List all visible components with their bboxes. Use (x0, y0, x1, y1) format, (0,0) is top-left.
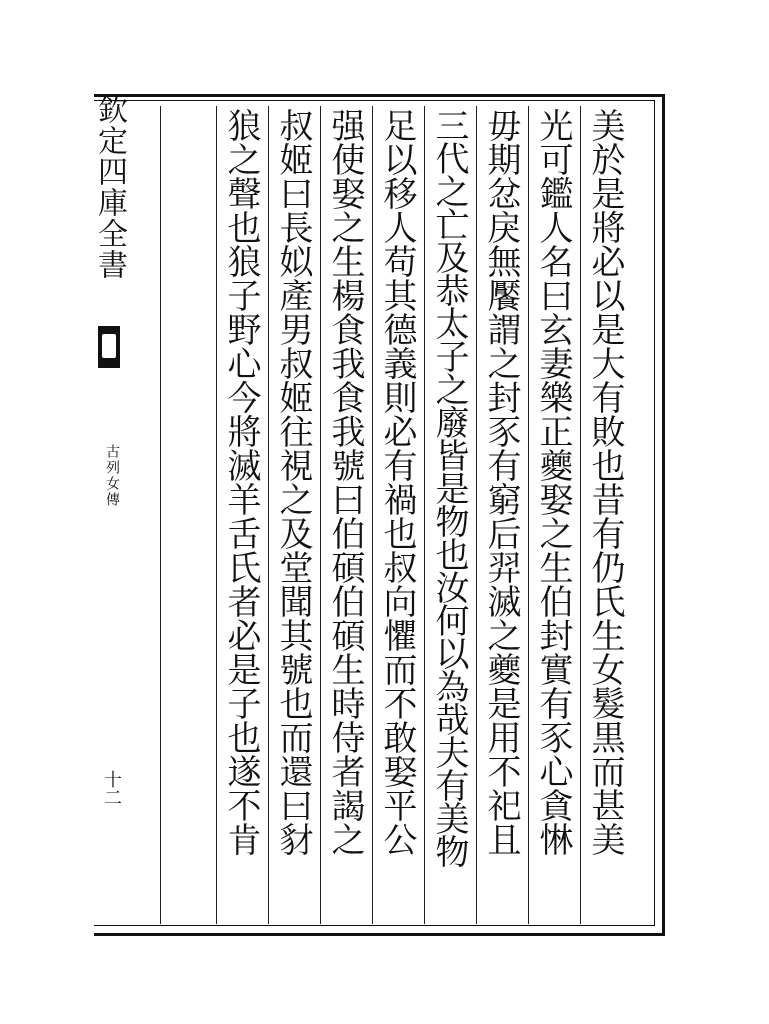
page-frame (94, 94, 668, 936)
column-rule (268, 106, 269, 924)
column-rule (372, 106, 373, 924)
fish-tail-mark (98, 326, 120, 368)
section-title: 古列女傳 (104, 444, 120, 508)
page-margin (92, 94, 127, 936)
column-rule (424, 106, 425, 924)
column-rule (160, 106, 161, 924)
book-title: 欽定四庫全書 (92, 94, 127, 280)
text-column-7: 叔姬曰長姒產男叔姬往視之及堂聞其號也而還曰豺 (273, 108, 313, 856)
text-column-1: 美於是將必以是大有敗也昔有仍氏生女髮黒而甚美 (585, 108, 625, 856)
column-rule (476, 106, 477, 924)
column-rule (320, 106, 321, 924)
column-rule (216, 106, 217, 924)
text-column-2: 光可鑑人名曰玄妻樂正夔娶之生伯封實有豕心貪惏 (533, 108, 573, 856)
text-column-5: 足以移人苟其德義則必有禍也叔向懼而不敢娶平公 (377, 108, 417, 856)
text-column-8: 狼之聲也狼子野心今將滅羊舌氏者必是子也遂不肯 (221, 108, 261, 856)
page-number: 十二 (101, 770, 122, 806)
text-column-6: 强使娶之生楊食我食我號曰伯碩伯碩生時侍者謁之 (325, 108, 365, 856)
column-rule (580, 106, 581, 924)
text-column-4: 三代之亡及恭太子之廢皆是物也汝何以為哉夫有美物 (429, 108, 469, 867)
column-rule (528, 106, 529, 924)
text-column-3: 毋期忿戾無饜謂之封豕有窮后羿滅之夔是用不祀且 (481, 108, 521, 856)
